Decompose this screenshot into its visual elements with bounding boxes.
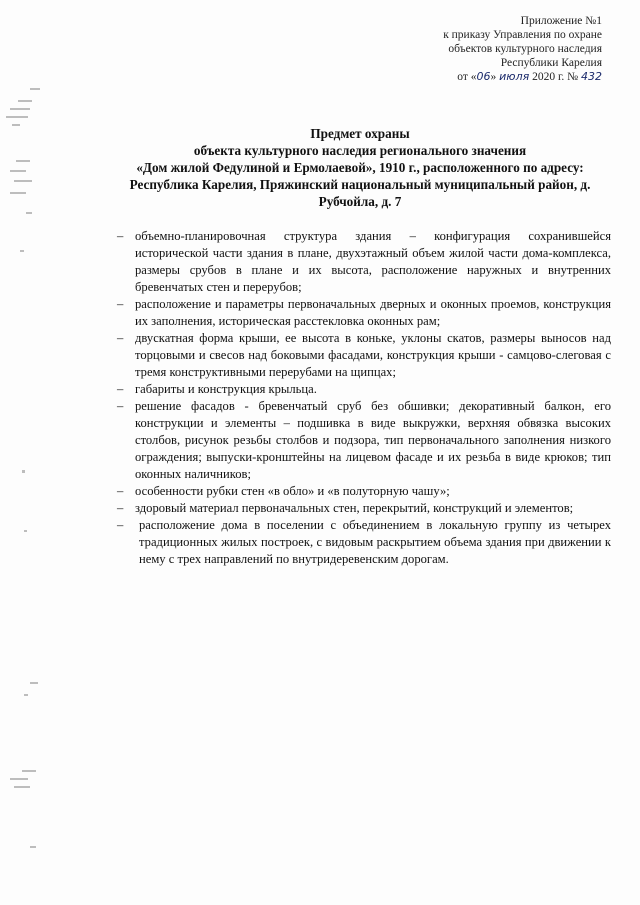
list-dash: – [117, 297, 124, 311]
scan-artifact [30, 88, 40, 90]
scan-artifact [10, 170, 26, 172]
handwritten-month: июля [499, 70, 530, 83]
title-line-4: Республика Карелия, Пряжинский национальный муниципальный район, д. [129, 177, 591, 192]
scan-artifact [20, 250, 24, 252]
scan-artifact [24, 530, 27, 532]
title-line-3: «Дом жилой Федулиной и Ермолаевой», 1910 г., расположенного по адресу: [136, 160, 584, 175]
list-dash: – [117, 484, 124, 498]
date-year: 2020 г. № [532, 71, 579, 83]
handwritten-day: 06 [476, 70, 491, 83]
list-item [117, 381, 611, 398]
scan-artifact [24, 694, 28, 696]
scan-artifact [22, 470, 25, 473]
list-item-text: расположение и параметры первоначальных дверных и оконных проемов, конструкция их заполнения, историческая расстекловка оконных рам; [135, 297, 611, 328]
handwritten-number: 432 [581, 70, 602, 83]
scan-artifact [18, 100, 32, 102]
scan-artifact [10, 778, 28, 780]
scan-artifact [14, 180, 32, 182]
scan-artifact [14, 786, 30, 788]
scan-artifact [6, 116, 28, 118]
list-dash: – [117, 331, 124, 345]
list-item-text: особенности рубки стен «в обло» и «в полуторную чашу»; [135, 484, 450, 498]
list-item [117, 398, 611, 483]
title-line-5: Рубчойла, д. 7 [318, 194, 402, 209]
scan-artifact [30, 846, 36, 848]
appendix-number: Приложение №1 [520, 15, 602, 27]
list-item [117, 517, 611, 568]
scan-artifact [26, 212, 32, 214]
list-item-text: здоровый материал первоначальных стен, перекрытий, конструкций и элементов; [135, 501, 574, 515]
appendix-order-ref: к приказу Управления по охране [443, 29, 602, 41]
date-prefix: от « [457, 71, 477, 83]
scan-artifact [30, 682, 38, 684]
scan-artifact [10, 192, 26, 194]
list-dash: – [117, 229, 124, 243]
list-item-text: решение фасадов - бревенчатый сруб без обшивки; декоративный балкон, его конструкции и элементы – подшивка в виде выкружки, верхняя обвязка высоких столбов, рисунок резьбы столбов и подзора, тип первоначального заполнения низкого ограждения; выпуски-кронштейны на лицевом фасаде и их резьба в виде крюков; тип оконных наличников; [135, 399, 611, 481]
scan-artifact [22, 770, 36, 772]
list-item [117, 296, 611, 330]
list-item-text: объемно-планировочная структура здания – конфигурация сохранившейся исторической части здания в плане, двухэтажный объем жилой части дома-комплекса, размеры срубов в плане и их высота, расположение наружных и внутренних бревенчатых стен и перерубов; [135, 229, 611, 294]
scan-artifact [12, 124, 20, 126]
list-dash: – [117, 399, 124, 413]
list-item [117, 500, 611, 517]
list-dash: – [117, 518, 124, 532]
list-item [117, 228, 611, 296]
list-item [117, 483, 611, 500]
list-item-text: расположение дома в поселении с объединением в локальную группу из четырех традиционных жилых построек, с видовым раскрытием объема здания при движении к нему с трех направлений по внутридеревенским дорогам. [139, 518, 611, 566]
title-line-2: объекта культурного наследия регионального значения [193, 143, 527, 158]
appendix-header [443, 14, 602, 84]
list-item [117, 330, 611, 381]
appendix-date-line [443, 70, 602, 84]
document-title [100, 125, 620, 210]
date-mid: » [490, 71, 497, 83]
list-dash: – [117, 501, 124, 515]
appendix-region: Республики Карелия [500, 57, 602, 69]
scan-artifact [10, 108, 30, 110]
list-dash: – [117, 382, 124, 396]
scan-artifact [16, 160, 30, 162]
list-item-text: двускатная форма крыши, ее высота в коньке, уклоны скатов, размеры выносов над торцовыми и свесов над боковыми фасадами, конструкция крыши - самцово-слеговая с тремя конструктивными перерубами на щипцах; [135, 331, 611, 379]
appendix-department: объектов культурного наследия [448, 43, 602, 55]
protection-items-list [117, 228, 611, 568]
title-line-1: Предмет охраны [310, 126, 410, 141]
list-item-text: габариты и конструкция крыльца. [135, 382, 317, 396]
